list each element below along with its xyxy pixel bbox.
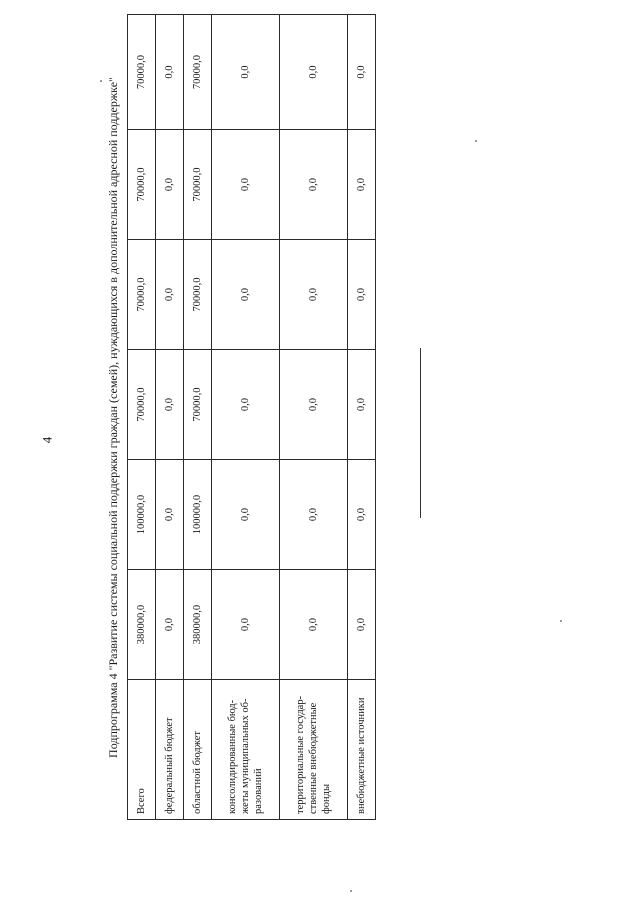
value-cell: 70000,0 [128, 240, 156, 350]
scan-speck [350, 890, 352, 892]
value-cell: 100000,0 [183, 460, 211, 570]
value-cell: 0,0 [279, 240, 347, 350]
value-cell: 100000,0 [128, 460, 156, 570]
value-cell: 0,0 [211, 240, 279, 350]
value-cell: 0,0 [211, 130, 279, 240]
value-cell: 380000,0 [183, 570, 211, 680]
value-cell: 0,0 [155, 570, 183, 680]
value-cell: 70000,0 [128, 130, 156, 240]
page-number: 4 [39, 436, 55, 444]
row-label: областной бюджет [183, 680, 211, 820]
value-cell: 70000,0 [183, 15, 211, 130]
value-cell: 0,0 [348, 570, 376, 680]
scan-speck [560, 620, 562, 622]
value-cell: 0,0 [155, 460, 183, 570]
value-cell: 0,0 [155, 350, 183, 460]
value-cell: 0,0 [348, 240, 376, 350]
value-cell: 0,0 [155, 130, 183, 240]
scan-speck [475, 140, 477, 142]
table-row [183, 15, 211, 820]
value-cell: 0,0 [348, 460, 376, 570]
value-cell: 0,0 [155, 15, 183, 130]
value-cell: 0,0 [211, 570, 279, 680]
table-row [155, 15, 183, 820]
value-cell: 0,0 [348, 350, 376, 460]
divider-line [420, 348, 421, 518]
value-cell: 0,0 [279, 350, 347, 460]
row-label: территориальные государ-ственные внебюджетные фонды [279, 680, 347, 820]
value-cell: 0,0 [279, 130, 347, 240]
value-cell: 0,0 [155, 240, 183, 350]
value-cell: 70000,0 [128, 350, 156, 460]
scan-speck [100, 80, 102, 82]
value-cell: 0,0 [211, 15, 279, 130]
row-label: Всего [128, 680, 156, 820]
value-cell: 0,0 [348, 130, 376, 240]
value-cell: 0,0 [279, 570, 347, 680]
value-cell: 70000,0 [183, 130, 211, 240]
row-label: консолидированные бюд-жеты муниципальных об-разований [211, 680, 279, 820]
row-label: федеральный бюджет [155, 680, 183, 820]
value-cell: 70000,0 [128, 15, 156, 130]
subprogram-title: Подпрограмма 4 "Развитие системы социальной поддержки граждан (семей), нуждающихся в дополнительной адресной поддержке" [106, 77, 120, 758]
row-label: внебюджетные источники [348, 680, 376, 820]
value-cell: 0,0 [279, 15, 347, 130]
table-row [211, 15, 279, 820]
table-row [279, 15, 347, 820]
value-cell: 70000,0 [183, 350, 211, 460]
value-cell: 0,0 [279, 460, 347, 570]
subprogram-block [99, 15, 376, 820]
funding-table [127, 14, 376, 820]
value-cell: 0,0 [211, 460, 279, 570]
value-cell: 0,0 [348, 15, 376, 130]
value-cell: 0,0 [211, 350, 279, 460]
table-row [348, 15, 376, 820]
value-cell: 380000,0 [128, 570, 156, 680]
value-cell: 70000,0 [183, 240, 211, 350]
table-row [128, 15, 156, 820]
